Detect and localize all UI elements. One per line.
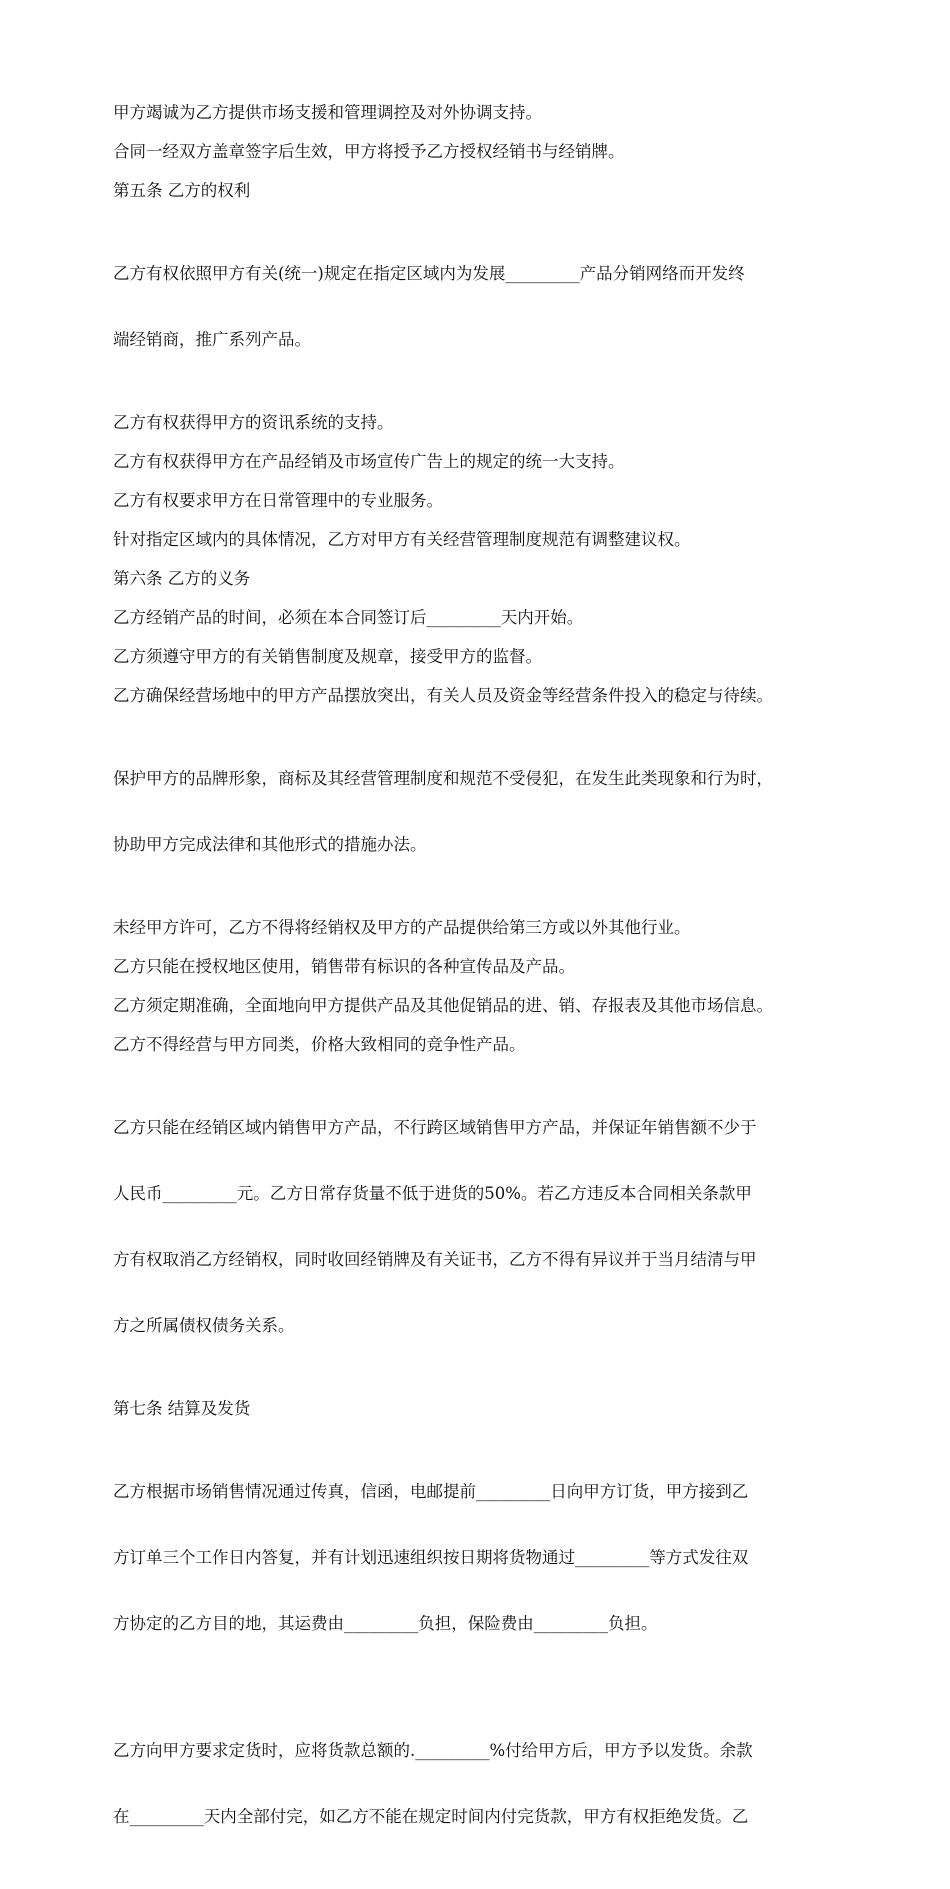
text-line: 乙方经销产品的时间，必须在本合同签订后_________天内开始。	[113, 608, 584, 627]
paragraph	[113, 1034, 855, 1056]
text-line: 在_________天内全部付完，如乙方不能在规定时间内付完货款，甲方有权拒绝发货。乙	[113, 1807, 749, 1826]
section-heading	[113, 1398, 855, 1420]
paragraph	[113, 956, 855, 978]
text-line: 第六条 乙方的义务	[113, 569, 251, 588]
text-line: 乙方只能在授权地区使用，销售带有标识的各种宣传品及产品。	[113, 957, 575, 976]
document-page	[113, 102, 855, 1889]
text-line: 乙方只能在经销区域内销售甲方产品，不行跨区域销售甲方产品，并保证年销售额不少于	[113, 1118, 757, 1137]
paragraph	[113, 685, 855, 707]
paragraph	[113, 529, 855, 551]
text-line: 第七条 结算及发货	[113, 1399, 251, 1418]
text-line: 乙方有权获得甲方的资讯系统的支持。	[113, 413, 394, 432]
text-line: 乙方须定期准确，全面地向甲方提供产品及其他促销品的进、销、存报表及其他市场信息。	[113, 996, 773, 1015]
paragraph	[113, 1073, 855, 1381]
paragraph	[113, 451, 855, 473]
text-line: 乙方有权要求甲方在日常管理中的专业服务。	[113, 491, 443, 510]
text-line: 协助甲方完成法律和其他形式的措施办法。	[113, 835, 427, 854]
paragraph	[113, 412, 855, 434]
paragraph	[113, 724, 855, 900]
paragraph	[113, 917, 855, 939]
text-line: 方协定的乙方目的地，其运费由_________负担，保险费由_________负担。	[113, 1614, 658, 1633]
text-line: 方之所属债权债务关系。	[113, 1316, 295, 1335]
paragraph	[113, 1437, 855, 1679]
paragraph	[113, 490, 855, 512]
text-line: 乙方不得经营与甲方同类，价格大致相同的竞争性产品。	[113, 1035, 526, 1054]
text-line: 乙方向甲方要求定货时，应将货款总额的._________%付给甲方后，甲方予以发货。余款	[113, 1741, 753, 1760]
text-line: 针对指定区域内的具体情况，乙方对甲方有关经营管理制度规范有调整建议权。	[113, 530, 691, 549]
text-line: 乙方有权依照甲方有关(统一)规定在指定区域内为发展_________产品分销网络而开发终	[113, 264, 745, 283]
text-line: 乙方须遵守甲方的有关销售制度及规章，接受甲方的监督。	[113, 647, 542, 666]
paragraph	[113, 219, 855, 395]
text-line: 乙方确保经营场地中的甲方产品摆放突出，有关人员及资金等经营条件投入的稳定与待续。	[113, 686, 773, 705]
text-line: 保护甲方的品牌形象，商标及其经营管理制度和规范不受侵犯，在发生此类现象和行为时，	[113, 769, 773, 788]
paragraph	[113, 646, 855, 668]
text-line: 第五条 乙方的权利	[113, 181, 251, 200]
paragraph	[113, 995, 855, 1017]
text-line: 方订单三个工作日内答复，并有计划迅速组织按日期将货物通过_________等方式发往双	[113, 1548, 749, 1567]
text-line: 方有权取消乙方经销权，同时收回经销牌及有关证书，乙方不得有异议并于当月结清与甲	[113, 1250, 757, 1269]
text-line: 甲方竭诚为乙方提供市场支援和管理调控及对外协调支持。	[113, 103, 542, 122]
text-line: 乙方根据市场销售情况通过传真，信函，电邮提前_________日向甲方订货，甲方接到乙	[113, 1482, 749, 1501]
text-line: 合同一经双方盖章签字后生效，甲方将授予乙方授权经销书与经销牌。	[113, 142, 625, 161]
text-line: 人民币_________元。乙方日常存货量不低于进货的50%。若乙方违反本合同相关条款甲	[113, 1184, 752, 1203]
paragraph	[113, 102, 855, 124]
section-heading	[113, 180, 855, 202]
text-line: 未经甲方许可，乙方不得将经销权及甲方的产品提供给第三方或以外其他行业。	[113, 918, 691, 937]
paragraph	[113, 607, 855, 629]
section-heading	[113, 568, 855, 590]
paragraph	[113, 141, 855, 163]
text-line: 乙方有权获得甲方在产品经销及市场宣传广告上的规定的统一大支持。	[113, 452, 625, 471]
text-line: 端经销商，推广系列产品。	[113, 330, 311, 349]
paragraph	[113, 1696, 855, 1872]
